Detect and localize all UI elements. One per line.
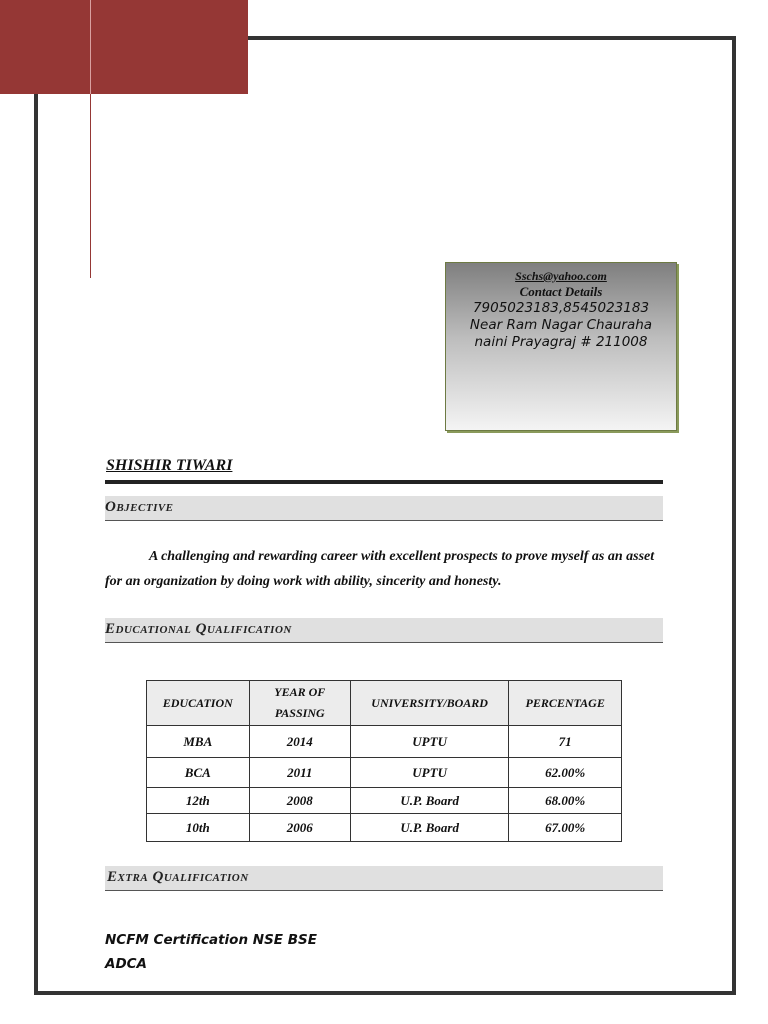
cell-education: 10th [147, 814, 250, 842]
candidate-name: SHISHIR TIWARI [106, 457, 233, 474]
table-header-row [147, 681, 622, 726]
cell-percentage: 62.00% [509, 758, 622, 788]
table-row [147, 788, 622, 814]
extra-item: NCFM Certification NSE BSE [105, 932, 317, 948]
cell-year: 2006 [249, 814, 350, 842]
cell-university: U.P. Board [350, 788, 508, 814]
header-percentage: PERCENTAGE [509, 681, 622, 726]
extra-item: ADCA [105, 956, 148, 972]
section-objective [105, 496, 663, 521]
table-row [147, 758, 622, 788]
section-objective-title: Objective [105, 499, 174, 515]
objective-text: A challenging and rewarding career with excellent prospects to prove myself as an asset for an organization by doing work with ability, sincerity and honesty. [105, 549, 655, 589]
header-university: UNIVERSITY/BOARD [350, 681, 508, 726]
cell-percentage: 67.00% [509, 814, 622, 842]
decorative-line-top [90, 0, 91, 94]
table-row [147, 726, 622, 758]
table-row [147, 814, 622, 842]
contact-address-line2: naini Prayagraj # 211008 [474, 334, 648, 350]
section-extra-title: Extra Qualification [107, 869, 249, 885]
section-education [105, 618, 663, 643]
cell-percentage: 68.00% [509, 788, 622, 814]
section-education-title: Educational Qualification [105, 621, 292, 637]
cell-education: MBA [147, 726, 250, 758]
contact-address-line1: Near Ram Nagar Chauraha [469, 317, 653, 333]
contact-box [445, 262, 677, 431]
cell-percentage: 71 [509, 726, 622, 758]
cell-university: UPTU [350, 758, 508, 788]
name-divider [105, 480, 663, 484]
education-table [146, 680, 622, 842]
header-education: EDUCATION [147, 681, 250, 726]
cell-university: U.P. Board [350, 814, 508, 842]
contact-phone: 7905023183,8545023183 [472, 300, 650, 316]
section-extra [105, 866, 663, 891]
cell-education: 12th [147, 788, 250, 814]
contact-title: Contact Details [519, 284, 603, 299]
header-year: YEAR OF PASSING [249, 681, 350, 726]
decorative-vertical-line [90, 94, 91, 278]
contact-email[interactable]: Sschs@yahoo.com [515, 269, 607, 283]
cell-university: UPTU [350, 726, 508, 758]
decorative-header-block [0, 0, 248, 94]
cell-education: BCA [147, 758, 250, 788]
cell-year: 2014 [249, 726, 350, 758]
cell-year: 2008 [249, 788, 350, 814]
cell-year: 2011 [249, 758, 350, 788]
